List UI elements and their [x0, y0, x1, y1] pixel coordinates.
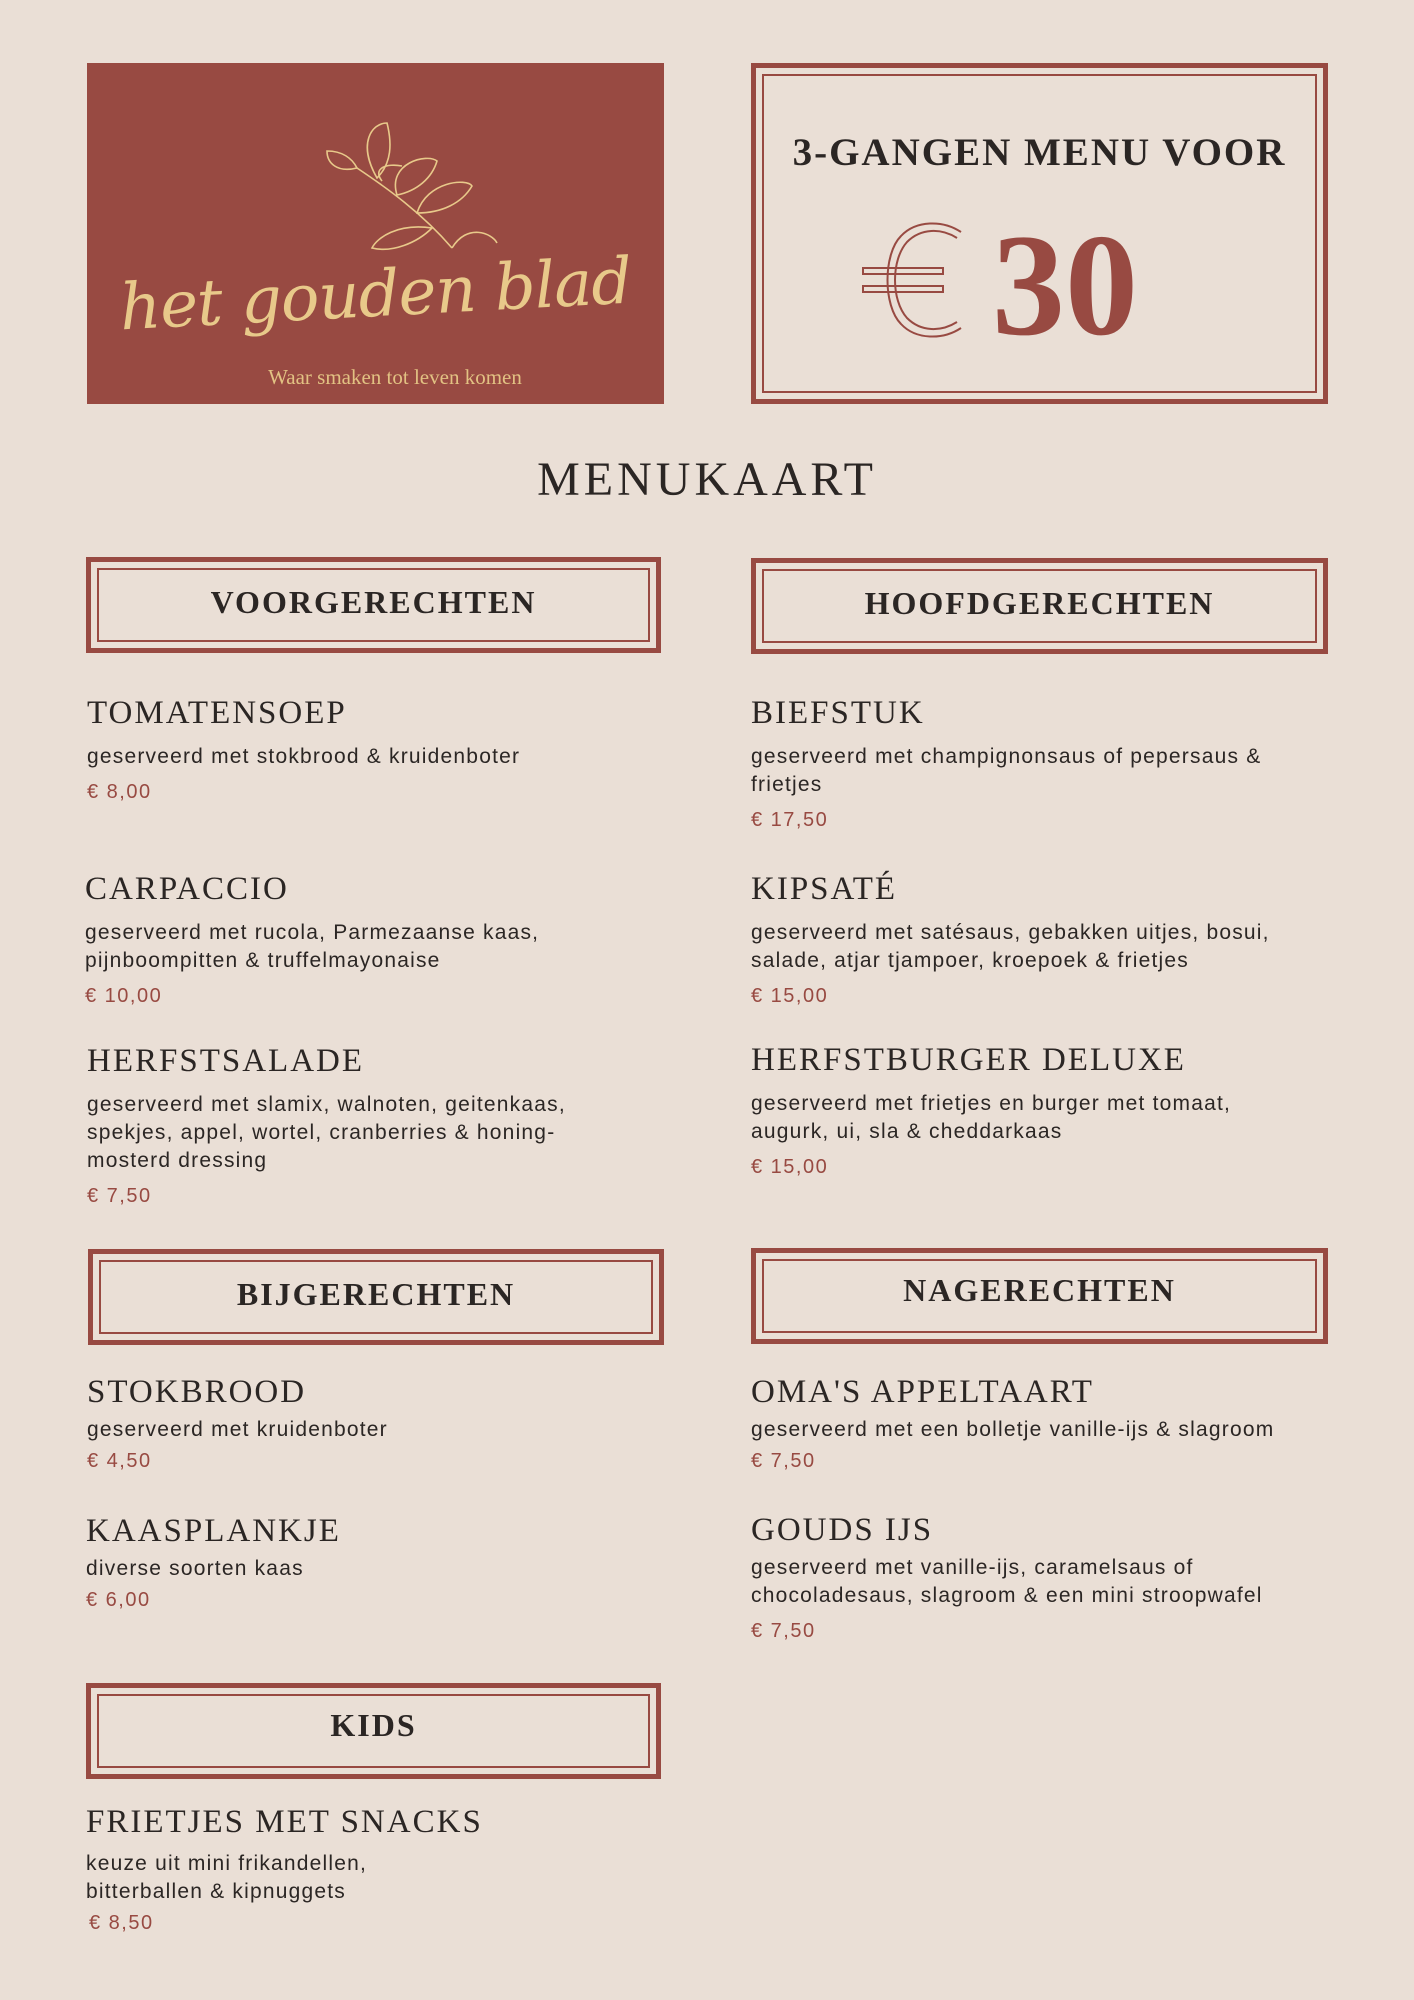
menu-item [86, 1802, 483, 1935]
item-name: HERFSTSALADE [87, 1043, 365, 1079]
item-description: geserveerd met een bolletje vanille-ijs & slagroom [751, 1418, 1275, 1441]
menu-item [87, 1041, 627, 1208]
page-title: MENUKAART [537, 453, 877, 506]
item-description: geserveerd met kruidenboter [87, 1418, 388, 1441]
item-price: € 7,50 [751, 1450, 816, 1472]
brand-name: het gouden blad [117, 244, 634, 346]
section-header-nagerechten [751, 1248, 1328, 1344]
brand-tagline: Waar smaken tot leven komen [268, 365, 522, 389]
item-description: geserveerd met satésaus, gebakken uitjes, bosui, salade, atjar tjampoer, kroepoek & frietjes [751, 921, 1270, 972]
item-name: KAASPLANKJE [86, 1513, 341, 1549]
section-header-hoofdgerechten [751, 558, 1328, 654]
promo-title: 3-GANGEN MENU VOOR [792, 131, 1287, 174]
item-description: geserveerd met frietjes en burger met tomaat, augurk, ui, sla & cheddarkaas [751, 1092, 1232, 1143]
section-title: NAGERECHTEN [903, 1272, 1176, 1308]
section-title: HOOFDGERECHTEN [864, 585, 1215, 621]
item-description: geserveerd met vanille-ijs, caramelsaus of chocoladesaus, slagroom & een mini stroopwafel [751, 1556, 1263, 1607]
item-description: geserveerd met stokbrood & kruidenboter [87, 745, 521, 768]
menu-item [751, 1510, 1326, 1643]
menu-item [86, 1511, 646, 1612]
item-price: € 7,50 [87, 1185, 152, 1207]
section-title: VOORGERECHTEN [210, 584, 537, 620]
leaf-branch-icon [87, 63, 664, 404]
promo-box [751, 63, 1328, 404]
item-price: € 17,50 [751, 809, 829, 831]
section-header-bijgerechten [88, 1249, 664, 1345]
menu-item [751, 869, 1331, 1008]
menu-item [87, 1372, 647, 1473]
item-name: OMA'S APPELTAART [751, 1374, 1094, 1410]
item-price: € 15,00 [751, 985, 829, 1007]
item-description: geserveerd met slamix, walnoten, geitenkaas, spekjes, appel, wortel, cranberries & honing-mosterd dressing [87, 1093, 566, 1172]
item-price: € 15,00 [751, 1156, 829, 1178]
item-price: € 8,50 [89, 1912, 154, 1934]
menu-item [751, 1040, 1311, 1179]
menu-item [87, 693, 647, 804]
section-title: BIJGERECHTEN [236, 1276, 516, 1312]
item-name: BIEFSTUK [751, 695, 925, 731]
item-description: geserveerd met rucola, Parmezaanse kaas, pijnboompitten & truffelmayonaise [85, 921, 540, 972]
promo-price: 30 [992, 204, 1138, 366]
item-name: GOUDS IJS [751, 1512, 934, 1548]
item-price: € 4,50 [87, 1450, 152, 1472]
section-header-kids [86, 1683, 661, 1779]
item-name: CARPACCIO [85, 871, 289, 907]
menu-item [751, 1372, 1331, 1473]
menu-item [751, 693, 1331, 832]
section-header-voorgerechten [86, 557, 661, 653]
item-price: € 8,00 [87, 781, 152, 803]
item-description: keuze uit mini frikandellen, bitterballen & kipnuggets [86, 1852, 368, 1903]
euro-sign-icon [861, 218, 973, 343]
item-price: € 10,00 [85, 985, 163, 1007]
item-description: diverse soorten kaas [86, 1557, 304, 1580]
item-name: STOKBROOD [87, 1374, 307, 1410]
item-name: HERFSTBURGER DELUXE [751, 1042, 1186, 1078]
menu-item [85, 869, 625, 1008]
restaurant-logo [87, 63, 664, 404]
item-price: € 7,50 [751, 1620, 816, 1642]
item-price: € 6,00 [86, 1589, 151, 1611]
item-description: geserveerd met champignonsaus of pepersaus & frietjes [751, 745, 1262, 796]
item-name: FRIETJES MET SNACKS [86, 1804, 483, 1840]
item-name: KIPSATÉ [751, 871, 898, 907]
item-name: TOMATENSOEP [87, 695, 347, 731]
section-title: KIDS [330, 1707, 417, 1743]
